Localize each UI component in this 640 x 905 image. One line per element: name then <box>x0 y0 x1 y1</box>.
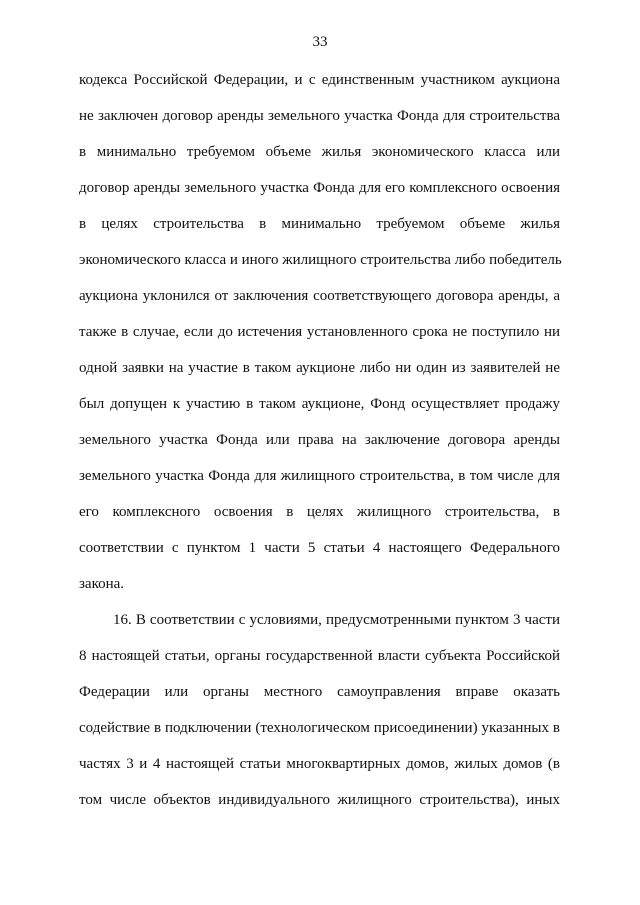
text-line: не заключен договор аренды земельного участка Фонда для строительства <box>79 108 560 124</box>
text-line: 16. В соответствии с условиями, предусмотренными пунктом 3 части <box>113 612 560 628</box>
document-body <box>79 62 560 818</box>
paragraph-2 <box>79 602 560 818</box>
text-line: кодекса Российской Федерации, и с единственным участником аукциона <box>79 72 560 88</box>
paragraph-1 <box>79 62 560 602</box>
text-line: том числе объектов индивидуального жилищного строительства), иных <box>79 792 560 808</box>
text-line: соответствии с пунктом 1 части 5 статьи 4 настоящего Федерального <box>79 540 560 556</box>
text-line: был допущен к участию в таком аукционе, Фонд осуществляет продажу <box>79 396 560 412</box>
text-line: его комплексного освоения в целях жилищного строительства, в <box>79 504 560 520</box>
text-line: земельного участка Фонда для жилищного строительства, в том числе для <box>79 468 560 484</box>
text-line: Федерации или органы местного самоуправления вправе оказать <box>79 684 560 700</box>
text-line: аукциона уклонился от заключения соответствующего договора аренды, а <box>79 288 560 304</box>
text-line: содействие в подключении (технологическом присоединении) указанных в <box>79 720 560 736</box>
text-line: земельного участка Фонда или права на заключение договора аренды <box>79 432 560 448</box>
text-line: 8 настоящей статьи, органы государственной власти субъекта Российской <box>79 648 560 664</box>
text-line: в минимально требуемом объеме жилья экономического класса или <box>79 144 560 160</box>
text-line: также в случае, если до истечения установленного срока не поступило ни <box>79 324 560 340</box>
text-line: одной заявки на участие в таком аукционе либо ни один из заявителей не <box>79 360 560 376</box>
text-line: в целях строительства в минимально требуемом объеме жилья <box>79 216 560 232</box>
text-line: закона. <box>79 576 125 592</box>
text-line: договор аренды земельного участка Фонда для его комплексного освоения <box>79 180 560 196</box>
text-line: частях 3 и 4 настоящей статьи многоквартирных домов, жилых домов (в <box>79 756 560 772</box>
page-number: 33 <box>312 34 328 50</box>
text-line: экономического класса и иного жилищного строительства либо победитель <box>79 252 562 268</box>
